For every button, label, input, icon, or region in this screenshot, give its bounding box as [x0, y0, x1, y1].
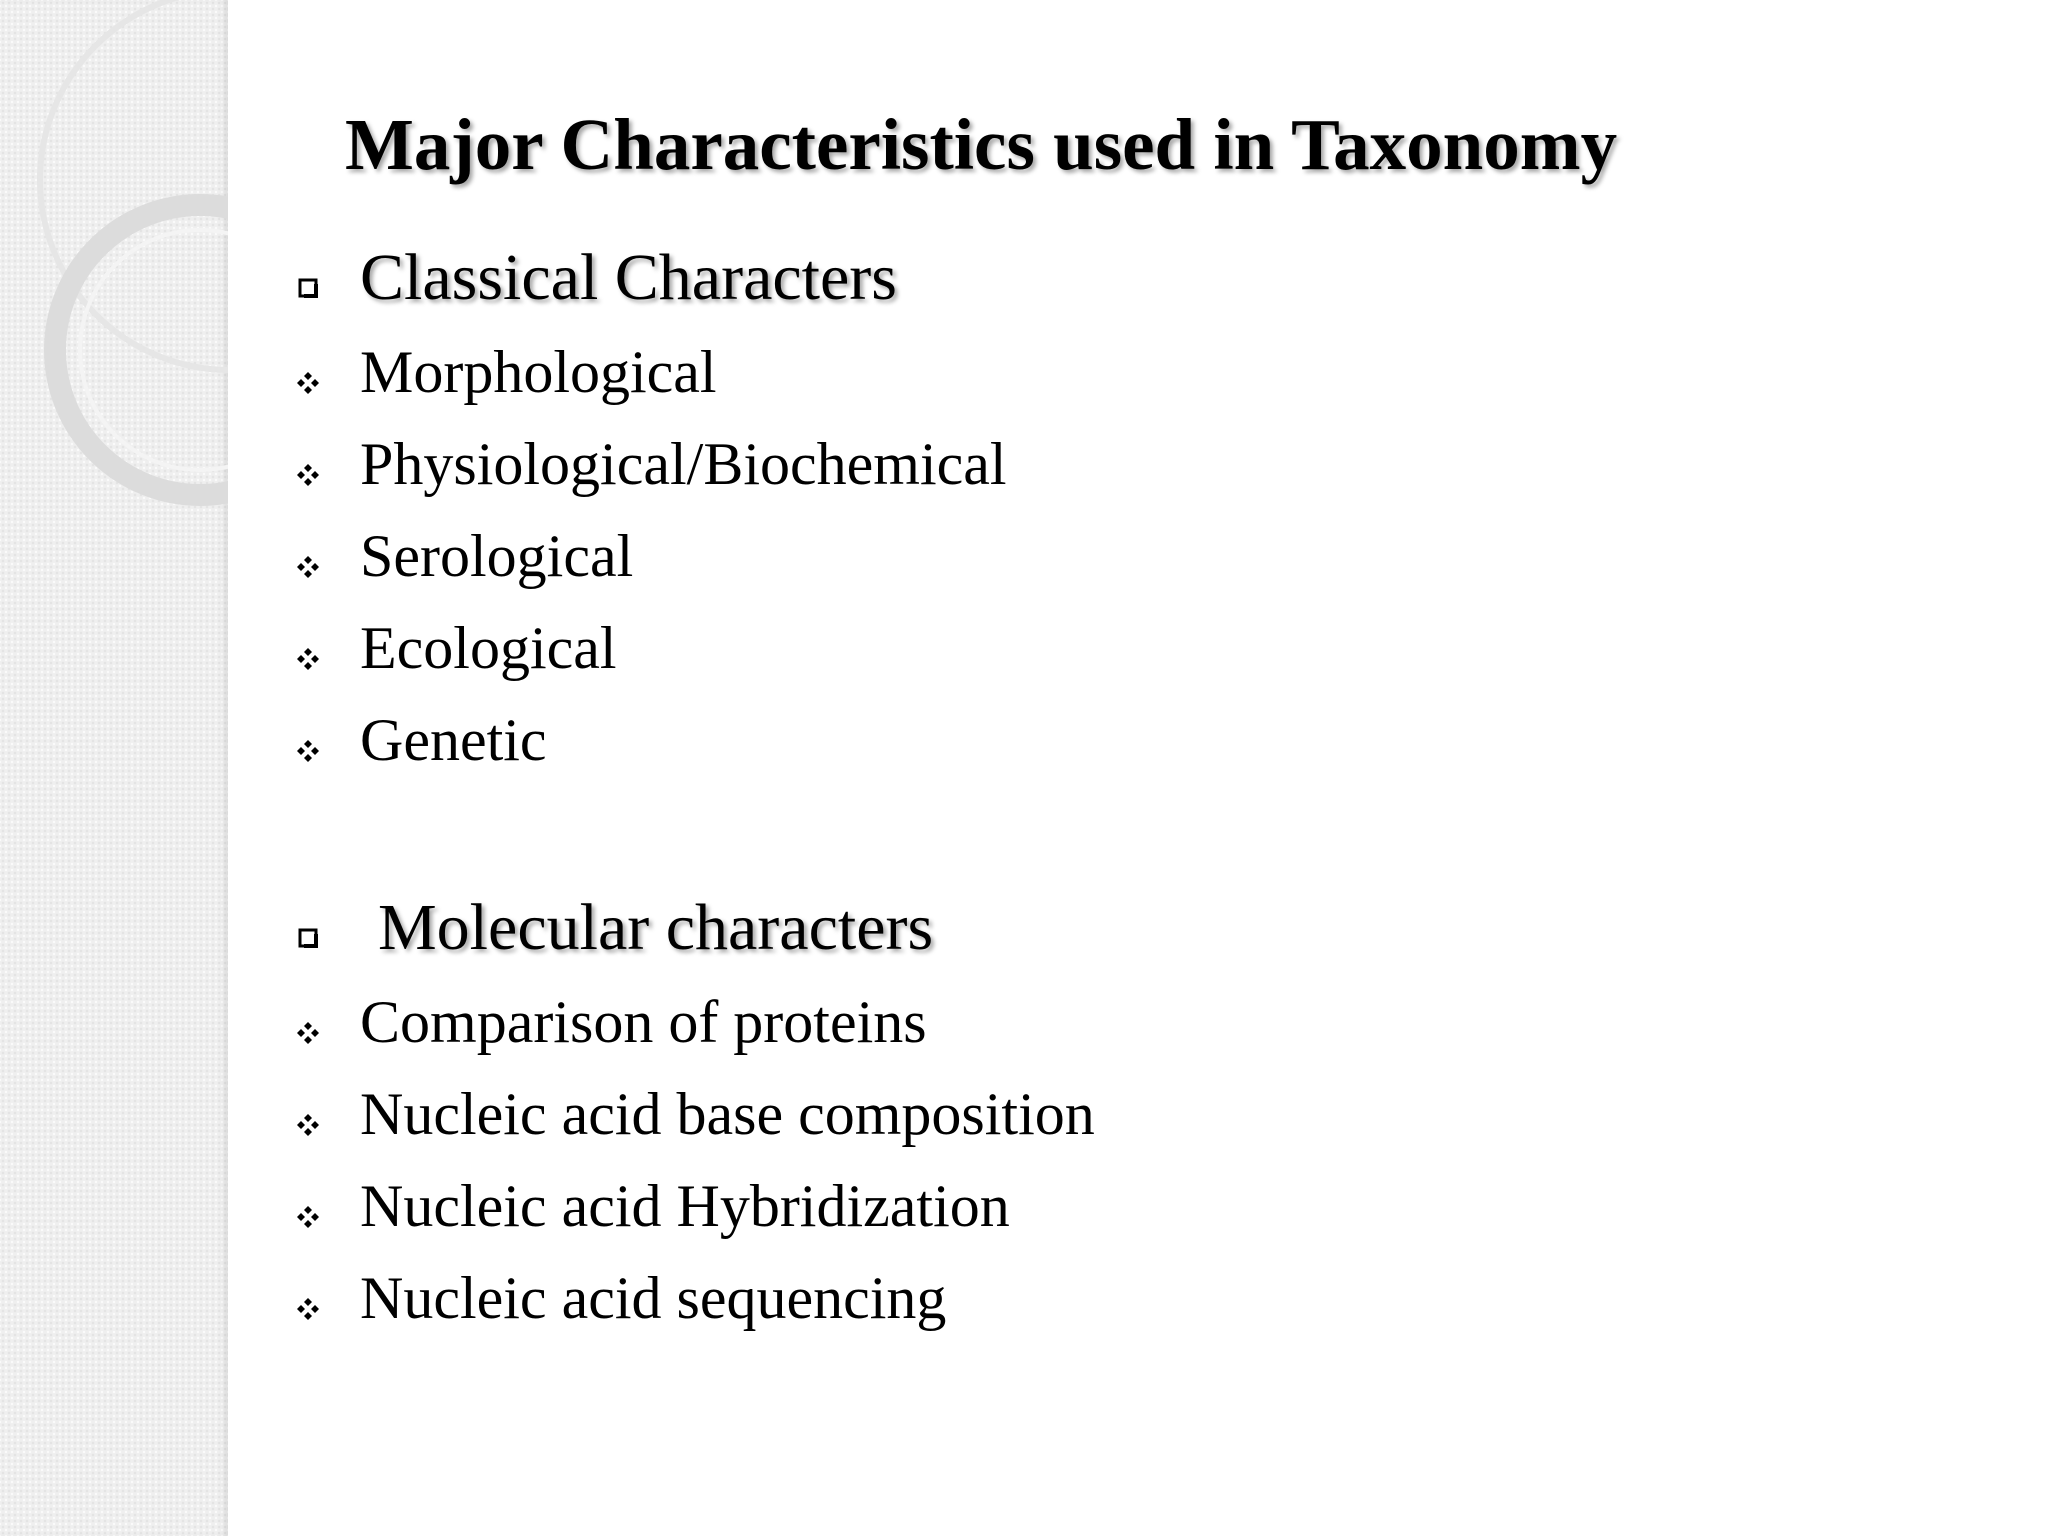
four-diamond-bullet-icon — [296, 606, 320, 690]
list-item — [0, 698, 1600, 782]
four-diamond-bullet-icon — [296, 422, 320, 506]
list-item-label: Comparison of proteins — [360, 989, 927, 1055]
list-item-label: Physiological/Biochemical — [360, 431, 1007, 497]
section-heading-label: Molecular characters — [378, 891, 934, 964]
list-item — [0, 422, 1600, 506]
list-item-label: Morphological — [360, 339, 717, 405]
list-item — [0, 606, 1600, 690]
section-heading-molecular — [0, 886, 1600, 970]
list-item — [0, 330, 1600, 414]
four-diamond-bullet-icon — [296, 980, 320, 1064]
four-diamond-bullet-icon — [296, 1072, 320, 1156]
list-item-label: Nucleic acid base composition — [360, 1081, 1095, 1147]
four-diamond-bullet-icon — [296, 1164, 320, 1248]
section-heading-label: Classical Characters — [360, 241, 897, 314]
section-heading-classical — [0, 236, 1600, 320]
list-item-label: Serological — [360, 523, 634, 589]
four-diamond-bullet-icon — [296, 514, 320, 598]
list-item — [0, 980, 1600, 1064]
hollow-square-bullet-icon — [296, 886, 320, 970]
hollow-square-bullet-icon — [296, 236, 320, 320]
four-diamond-bullet-icon — [296, 1256, 320, 1340]
four-diamond-bullet-icon — [296, 698, 320, 782]
list-item-label: Ecological — [360, 615, 617, 681]
list-item — [0, 1256, 1600, 1340]
list-item — [0, 1072, 1600, 1156]
list-item — [0, 1164, 1600, 1248]
slide-title: Major Characteristics used in Taxonomy — [345, 104, 1618, 185]
list-item-label: Nucleic acid Hybridization — [360, 1173, 1010, 1239]
list-item-label: Genetic — [360, 707, 547, 773]
list-item-label: Nucleic acid sequencing — [360, 1265, 947, 1331]
four-diamond-bullet-icon — [296, 330, 320, 414]
list-item — [0, 514, 1600, 598]
